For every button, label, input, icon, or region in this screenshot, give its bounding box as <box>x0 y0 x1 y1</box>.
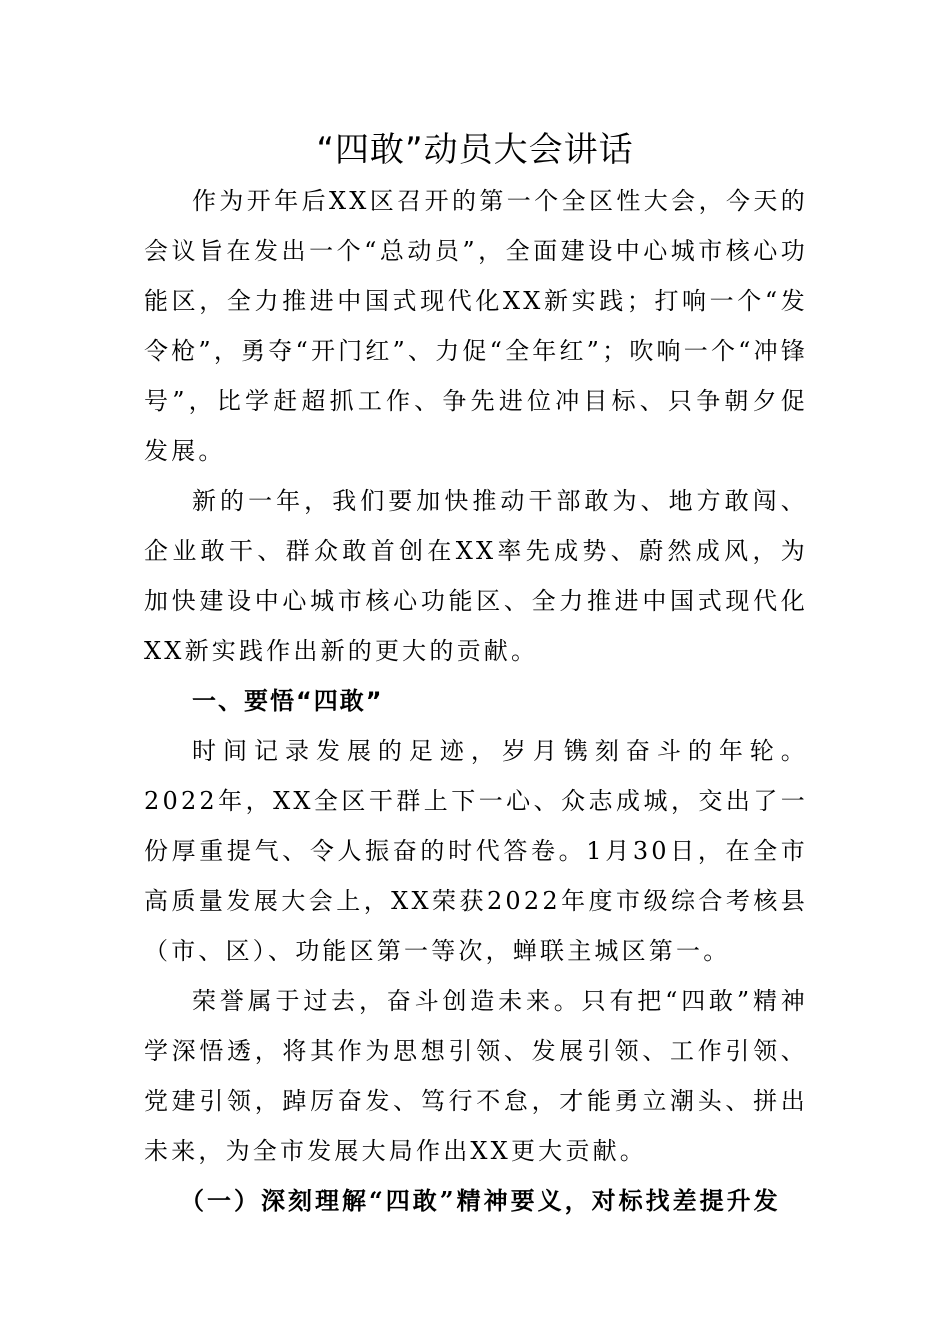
intro-paragraph-2: 新的一年，我们要加快推动干部敢为、地方敢闯、企业敢干、群众敢首创在XX率先成势、蔚然成风，为加快建设中心城市核心功能区、全力推进中国式现代化XX新实践作出新的更大的贡献。 <box>144 487 808 665</box>
subsection-heading-1: （一）深刻理解“四敢”精神要义，对标找差提升发 <box>180 1186 781 1215</box>
section-heading-1: 一、要悟“四敢” <box>192 687 384 715</box>
section1-paragraph-2: 荣誉属于过去，奋斗创造未来。只有把“四敢”精神学深悟透，将其作为思想引领、发展引领、工作引领、党建引领，踔厉奋发、笃行不怠，才能勇立潮头、拼出未来，为全市发展大局作出XX更大贡献。 <box>144 987 808 1165</box>
document-title: “四敢”动员大会讲话 <box>316 130 634 170</box>
intro-paragraph-1: 作为开年后XX区召开的第一个全区性大会，今天的会议旨在发出一个“总动员”，全面建设中心城市核心功能区，全力推进中国式现代化XX新实践；打响一个“发令枪”，勇夺“开门红”、力促“全年红”；吹响一个“冲锋号”，比学赶超抓工作、争先进位冲目标、只争朝夕促发展。 <box>144 187 809 465</box>
section1-paragraph-1: 时间记录发展的足迹，岁月镌刻奋斗的年轮。2022年，XX全区干群上下一心、众志成城，交出了一份厚重提气、令人振奋的时代答卷。1月30日，在全市高质量发展大会上，XX荣获2022年度市级综合考核县（市、区）、功能区第一等次，蝉联主城区第一。 <box>144 737 808 965</box>
document-body <box>144 176 808 1226</box>
